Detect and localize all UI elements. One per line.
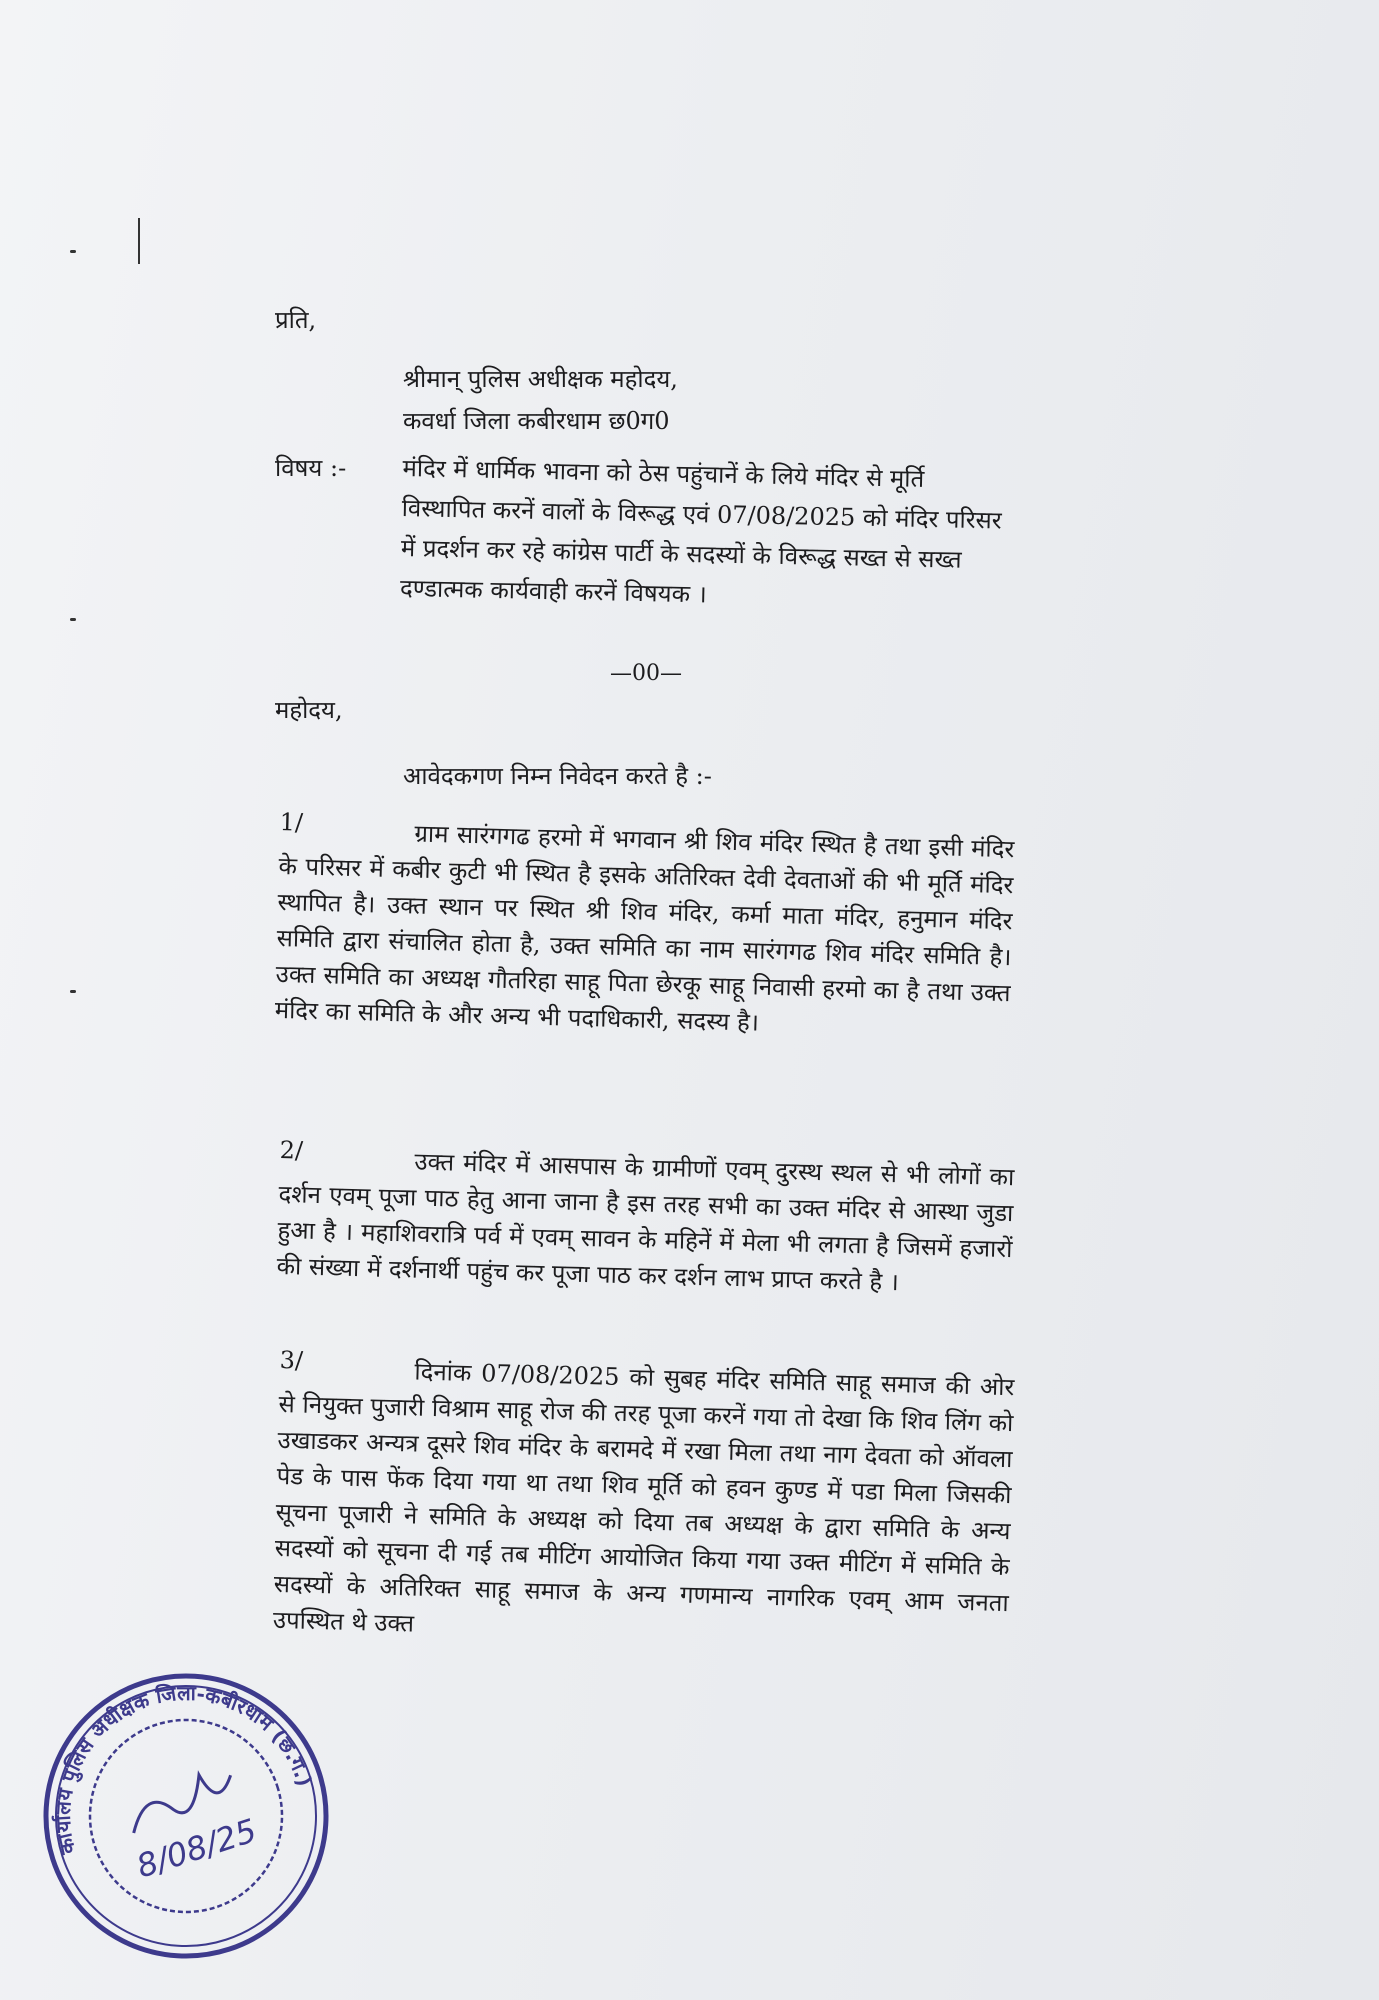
seal-ring: [36, 1666, 336, 1966]
paragraph-number: 1/: [279, 808, 304, 837]
seal-outer-text: कार्यालय पुलिस अधीक्षक जिला-कबीरधाम (छ.ग.): [50, 1680, 317, 1857]
addressee-line-2: कवर्धा जिला कबीरधाम छ0ग0: [403, 407, 670, 435]
addressee-line-1: श्रीमान् पुलिस अधीक्षक महोदय,: [403, 365, 678, 393]
seal-date: 8/08/25: [131, 1811, 262, 1886]
seal-outer-ring: [36, 1666, 336, 1966]
intro-line: आवेदकगण निम्न निवेदन करते है :-: [403, 762, 712, 790]
speck: [70, 990, 76, 993]
margin-mark: [138, 218, 140, 264]
paragraph-text: उक्त मंदिर में आसपास के ग्रामीणों एवम् दुरस्थ स्थल से भी लोगों का दर्शन एवम् पूजा पाठ हेतु आना जाना है इस तरह सभी का उक्त मंदिर से आस्था जुडा हुआ है । महाशिवरात्रि पर्व में एवम् सावन के महिनें में मेला भी लगता है जिसमें हजारों की संख्या में दर्शनार्थी पहुंच कर पूजा पाठ कर दर्शन लाभ प्राप्त करते है ।: [276, 1147, 1015, 1297]
paragraph-1: [274, 808, 1015, 1047]
office-seal-stamp: [36, 1666, 336, 1966]
subject-text: मंदिर में धार्मिक भावना को ठेस पहुंचानें के लिये मंदिर से मूर्ति विस्थापित करनें वालों के विरूद्ध एवं 07/08/2025 को मंदिर परिसर में प्रदर्शन कर रहे कांग्रेस पार्टी के सदस्यों के विरूद्ध सख्त से सख्त दण्डात्मक कार्यवाही करनें विषयक ।: [399, 453, 1002, 609]
greeting: महोदय,: [275, 696, 343, 724]
speck: [70, 618, 76, 621]
paragraph-3: [272, 1346, 1015, 1657]
salutation-to: प्रति,: [275, 306, 317, 334]
subject-label: विषय :-: [275, 454, 347, 482]
addressee: [403, 358, 678, 442]
paragraph-number: 3/: [279, 1346, 304, 1375]
paragraph-2: [276, 1136, 1015, 1303]
speck: [70, 250, 76, 253]
paragraph-number: 2/: [279, 1136, 304, 1165]
paragraph-text: ग्राम सारंगगढ हरमो में भगवान श्री शिव मंदिर स्थित है तथा इसी मंदिर के परिसर में कबीर कुटी भी स्थित है इसके अतिरिक्त देवी देवताओं की भी मूर्ति मंदिर स्थापित है। उक्त स्थान पर स्थित श्री शिव मंदिर, कर्मा माता मंदिर, हनुमान मंदिर समिति द्वारा संचालित होता है, उक्त समिति का नाम सारंगगढ शिव मंदिर समिति है। उक्त समिति का अध्यक्ष गौतरिहा साहू पिता छेरकू साहू निवासी हरमो का है तथा उक्त मंदिर का समिति के और अन्य भी पदाधिकारी, सदस्य है।: [274, 819, 1015, 1037]
divider: —00—: [610, 661, 682, 686]
paragraph-text: दिनांक 07/08/2025 को सुबह मंदिर समिति साहू समाज की ओर से नियुक्त पुजारी विश्राम साहू रोज की तरह पूजा करनें गया तो देखा कि शिव लिंग को उखाडकर अन्यत्र दूसरे शिव मंदिर के बरामदे में रखा मिला तथा नाग देवता को ऑवला पेड के पास फेंक दिया गया था तथा शिव मूर्ति को हवन कुण्ड में पडा मिला जिसकी सूचना पूजारी ने समिति के अध्यक्ष को दिया तब अध्यक्ष के द्वारा समिति के अन्य सदस्यों को सूचना दी गई तब मीटिंग आयोजित किया गया उक्त मीटिंग में समिति के सदस्यों के अतिरिक्त साहू समाज के अन्य गणमान्य नागरिक एवम् आम जनता उपस्थित थे उक्त: [272, 1357, 1015, 1638]
